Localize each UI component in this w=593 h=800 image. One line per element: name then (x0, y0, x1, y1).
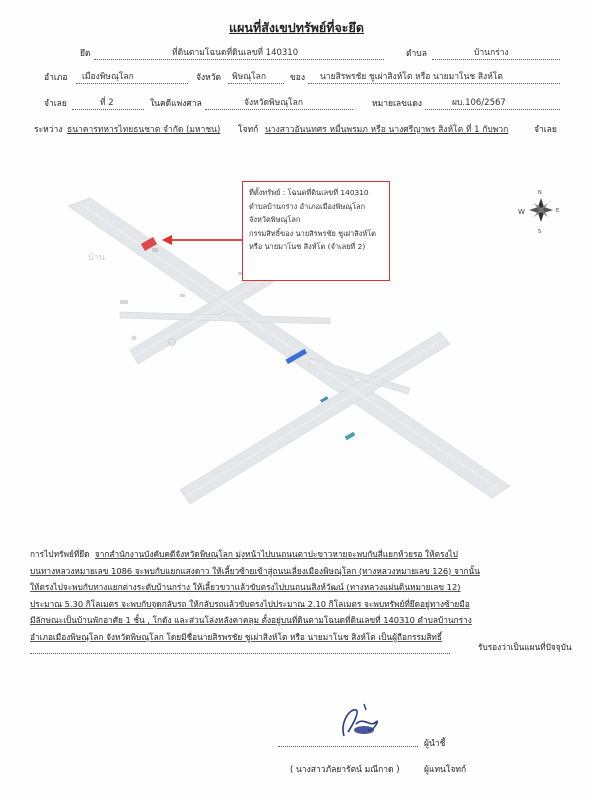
callout-line-3: จังหวัดพิษณุโลก (249, 215, 301, 224)
directions-line-4: ประมาณ 5.30 กิโลเมตร จะพบกับจุดกลับรถ ให้กลับรถแล้วขับตรงไปประมาณ 2.10 กิโลเมตร จะพบทรัพย์ที่ยึดอยู่ทางซ้ายมือ (30, 598, 470, 609)
owner-label: ของ (290, 73, 306, 83)
callout-line-4: กรรมสิทธิ์ของ นายสิรพรชัย ชูเผ่าสิงห์โต (249, 228, 376, 238)
directions-line-5: มีลักษณะเป็นบ้านพักอาศัย 1 ชั้น , โกดัง และส่วนโล่งหลังคาคลุม ตั้งอยู่บนที่ดินตามโฉนดที่ดินเลขที่ 140310 ตำบลบ้านกร่าง (30, 615, 472, 625)
amphoe-value: เมืองพิษณุโลก (82, 72, 134, 82)
directions-line-3: ให้ตรงไปจะพบกับทางแยกต่างระดับบ้านกร่าง ให้เลี้ยวขวาแล้วขับตรงไปบนถนนสิงห์วัฒน์ (ทางหลวงแผ่นดินหมายเลข 12) (30, 582, 461, 592)
owner-value: นายสิรพรชัย ชูเผ่าสิงห์โต หรือ นายมาโนช สิงห์โต (320, 72, 503, 82)
directions-line-2: บนทางหลวงหมายเลข 1086 จะพบกับแยกแสงดาว ให้เลี้ยวซ้ายเข้าสู่ถนนเลี่ยงเมืองพิษณุโลก (ทางหลวงหมายเลข 126) จากนั้น (30, 565, 480, 576)
case-label: หมายเลขแดง (372, 99, 423, 109)
plaintiff-value: ธนาคารทหารไทยธนชาต จำกัด (มหาชน) (67, 125, 221, 135)
property-callout (242, 181, 390, 281)
page-title: แผนที่สังเขปทรัพย์ที่จะยึด (229, 20, 364, 35)
map-faint-label-2: · (208, 284, 211, 292)
debtor-value: ที่ 2 (100, 98, 114, 108)
directions-label: การไปทรัพย์ที่ยึด (30, 549, 90, 559)
callout-line-2: ตำบลบ้านกร่าง อำเภอเมืองพิษณุโลก (249, 201, 366, 211)
court-value: จังหวัดพิษณุโลก (244, 98, 304, 108)
directions-line-1: จากสำนักงานบังคับคดีจังหวัดพิษณุโลก มุ่งหน้าไปบนถนนตาปะขาวหายจะพบกับสี่แยกห้วยรอ ให้ตรงไป (94, 549, 458, 559)
tambon-value: บ้านกร่าง (474, 48, 509, 58)
signer-role: ผู้แทนโจทก์ (424, 765, 467, 775)
compass-w: W (518, 208, 525, 216)
compass-rose (529, 198, 553, 222)
signer-name: ( นางสาวภัลยารัตน์ มณีกาด ) (290, 765, 400, 775)
court-label: ในคดีแพ่งศาล (150, 99, 202, 109)
compass-s: S (538, 229, 542, 235)
certify-text: รับรองว่าเป็นแผนที่ปัจจุบัน (478, 642, 572, 652)
defendants-label: จำเลย (534, 125, 557, 135)
map-faint-label-1: บ้าน (88, 253, 105, 263)
compass-e: E (556, 208, 560, 214)
blue-marker-2 (345, 432, 356, 440)
province-value: พิษณุโลก (232, 72, 267, 82)
pointer-label: ผู้นำชี้ (424, 739, 446, 749)
callout-line-1: ที่ตั้งทรัพย์ : โฉนดที่ดินเลขที่ 140310 (249, 188, 369, 197)
tambon-label: ตำบล (406, 49, 427, 59)
debtor-label: จำเลย (44, 99, 67, 109)
seize-value: ที่ดินตามโฉนดที่ดินเลขที่ 140310 (172, 48, 299, 58)
amphoe-label: อำเภอ (44, 73, 68, 83)
seize-label: ยึด (80, 49, 91, 59)
between-label: ระหว่าง (34, 125, 63, 135)
signature-mark (330, 702, 390, 742)
compass-n: N (538, 190, 542, 196)
case-value: ผบ.106/2567 (452, 98, 506, 108)
defendants-value: นางสาวอันนทศร หมื่นพรมภ หรือ นางศรีญาพร สิงห์โต ที่ 1 กับพวก (265, 125, 509, 135)
plaintiff-label: โจทก์ (238, 125, 259, 135)
callout-line-5: หรือ นายมาโนช สิงห์โต (จำเลยที่ 2) (249, 242, 366, 251)
province-label: จังหวัด (196, 73, 222, 83)
directions-paragraph (30, 546, 570, 645)
directions-line-6: อำเภอเมืองพิษณุโลก จังหวัดพิษณุโลก โดยมีชื่อนายสิรพรชัย ชูเผ่าสิงห์โต หรือ นายมาโนช สิงห์โต เป็นผู้ถือกรรมสิทธิ์ (30, 631, 442, 642)
